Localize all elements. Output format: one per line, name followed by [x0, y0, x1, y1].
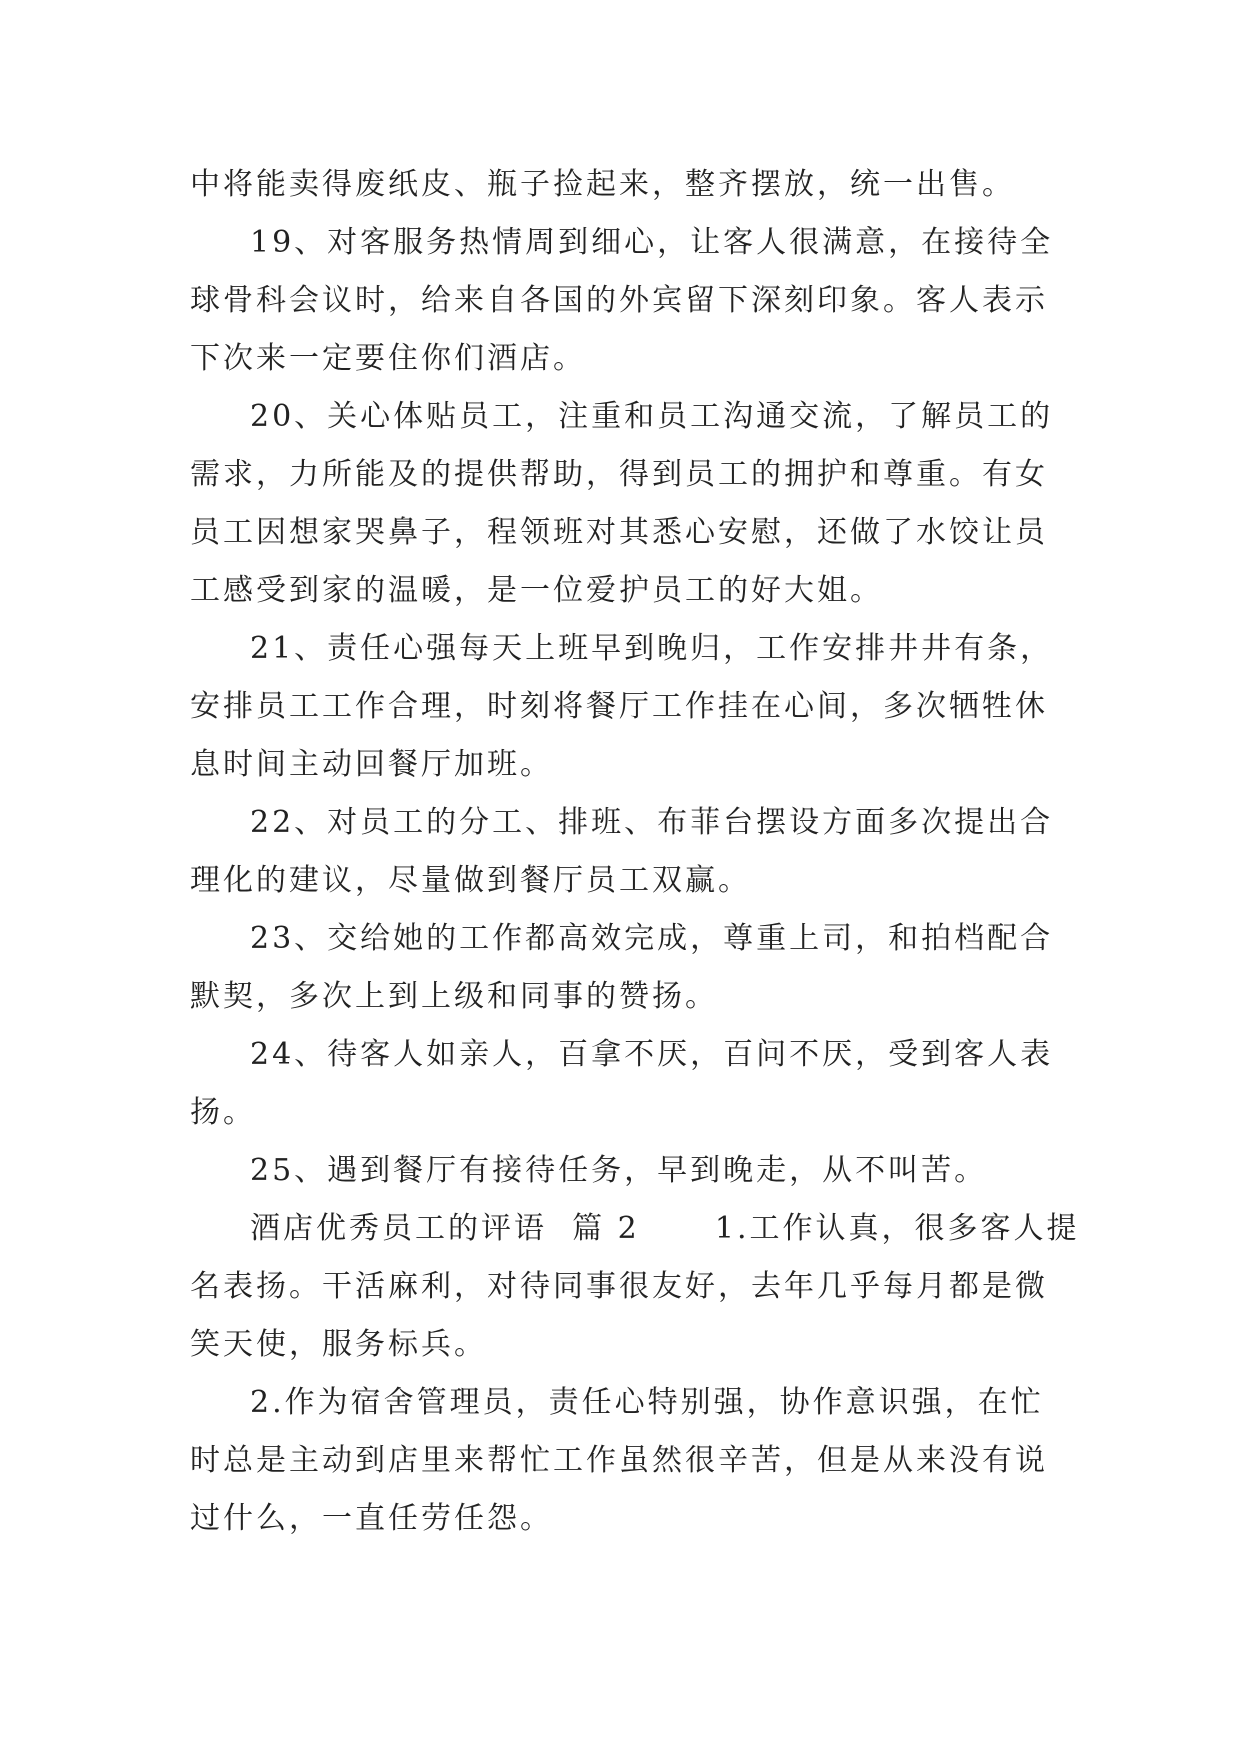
- text-line: 21、责任心强每天上班早到晚归，工作安排井井有条，: [250, 631, 1054, 666]
- text-line: 笑天使，服务标兵。: [190, 1327, 487, 1362]
- text-line: 时总是主动到店里来帮忙工作虽然很辛苦，但是从来没有说: [190, 1443, 1048, 1478]
- text-line: 20、关心体贴员工，注重和员工沟通交流，了解员工的: [250, 399, 1054, 434]
- text-line: 过什么，一直任劳任怨。: [190, 1501, 553, 1536]
- text-line: 默契，多次上到上级和同事的赞扬。: [190, 979, 718, 1014]
- text-line: 工感受到家的温暖，是一位爱护员工的好大姐。: [190, 573, 883, 608]
- text-line: 名表扬。干活麻利，对待同事很友好，去年几乎每月都是微: [190, 1269, 1048, 1304]
- text-line: 息时间主动回餐厅加班。: [190, 747, 553, 782]
- text-line: 酒店优秀员工的评语 篇 2 1.工作认真，很多客人提: [250, 1211, 1080, 1246]
- text-line: 中将能卖得废纸皮、瓶子捡起来，整齐摆放，统一出售。: [190, 167, 1015, 202]
- text-line: 球骨科会议时，给来自各国的外宾留下深刻印象。客人表示: [190, 283, 1048, 318]
- text-line: 员工因想家哭鼻子，程领班对其悉心安慰，还做了水饺让员: [190, 515, 1048, 550]
- text-line: 19、对客服务热情周到细心，让客人很满意，在接待全: [250, 225, 1054, 260]
- text-line: 安排员工工作合理，时刻将餐厅工作挂在心间，多次牺牲休: [190, 689, 1048, 724]
- text-line: 需求，力所能及的提供帮助，得到员工的拥护和尊重。有女: [190, 457, 1048, 492]
- text-line: 24、待客人如亲人，百拿不厌，百问不厌，受到客人表: [250, 1037, 1054, 1072]
- document-body: [190, 156, 1080, 1548]
- text-line: 扬。: [190, 1095, 256, 1130]
- text-line: 22、对员工的分工、排班、布菲台摆设方面多次提出合: [250, 805, 1054, 840]
- text-line: 25、遇到餐厅有接待任务，早到晚走，从不叫苦。: [250, 1153, 988, 1188]
- text-line: 下次来一定要住你们酒店。: [190, 341, 586, 376]
- text-line: 理化的建议，尽量做到餐厅员工双赢。: [190, 863, 751, 898]
- text-line: 23、交给她的工作都高效完成，尊重上司，和拍档配合: [250, 921, 1054, 956]
- text-line: 2.作为宿舍管理员，责任心特别强，协作意识强，在忙: [250, 1385, 1044, 1420]
